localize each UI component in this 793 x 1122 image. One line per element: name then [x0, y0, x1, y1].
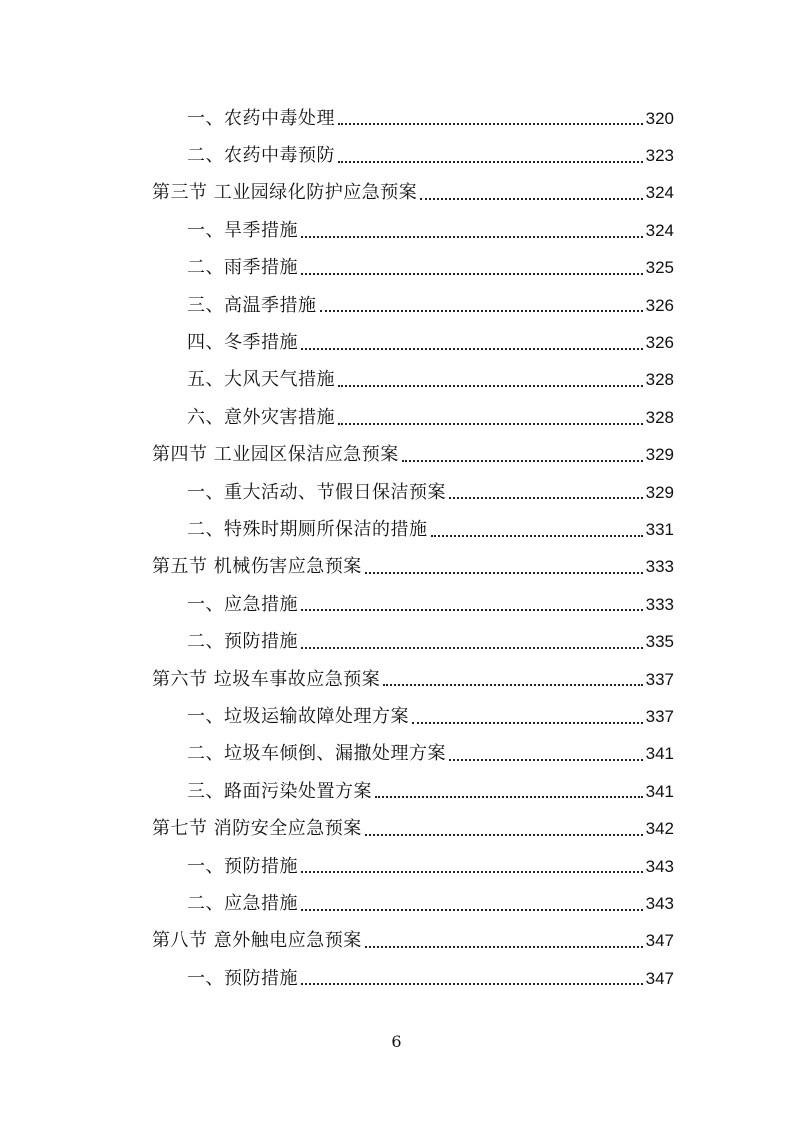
toc-entry-page: 323 [645, 146, 674, 166]
toc-entry-page: 329 [645, 445, 674, 465]
toc-section-entry[interactable] [0, 175, 793, 212]
toc-entry-page: 326 [645, 295, 674, 315]
toc-section-entry[interactable] [0, 661, 793, 698]
toc-subsection-entry[interactable] [0, 250, 793, 287]
toc-entry-page: 343 [645, 856, 674, 876]
toc-entry-title: 三、路面污染处置方案 [187, 780, 372, 802]
toc-entry-page: 333 [645, 557, 674, 577]
toc-dot-leader [338, 122, 643, 125]
toc-entry-title: 一、重大活动、节假日保洁预案 [187, 481, 446, 503]
toc-subsection-entry[interactable] [0, 736, 793, 773]
toc-entry-page: 326 [645, 333, 674, 353]
toc-subsection-entry[interactable] [0, 511, 793, 548]
toc-subsection-entry[interactable] [0, 848, 793, 885]
toc-entry-title: 第八节 意外触电应急预案 [152, 930, 362, 952]
toc-dot-leader [338, 422, 643, 425]
toc-entry-title: 二、应急措施 [187, 892, 298, 914]
toc-dot-leader [412, 721, 643, 724]
toc-subsection-entry[interactable] [0, 623, 793, 660]
toc-subsection-entry[interactable] [0, 885, 793, 922]
toc-dot-leader [365, 833, 643, 836]
toc-section-entry[interactable] [0, 549, 793, 586]
toc-entry-title: 第七节 消防安全应急预案 [152, 818, 362, 840]
toc-entry-title: 四、冬季措施 [187, 332, 298, 354]
toc-subsection-entry[interactable] [0, 362, 793, 399]
toc-entry-title: 第三节 工业园绿化防护应急预案 [152, 182, 418, 204]
toc-entry-page: 341 [645, 781, 674, 801]
toc-dot-leader [320, 309, 643, 312]
toc-subsection-entry[interactable] [0, 399, 793, 436]
toc-subsection-entry[interactable] [0, 212, 793, 249]
toc-dot-leader [301, 608, 643, 611]
toc-subsection-entry[interactable] [0, 137, 793, 174]
toc-entry-title: 六、意外灾害措施 [187, 406, 335, 428]
toc-entry-page: 337 [645, 669, 674, 689]
toc-entry-page: 347 [645, 968, 674, 988]
toc-entry-page: 343 [645, 893, 674, 913]
toc-subsection-entry[interactable] [0, 474, 793, 511]
toc-dot-leader [301, 347, 643, 350]
toc-entry-title: 第五节 机械伤害应急预案 [152, 556, 362, 578]
toc-dot-leader [301, 908, 643, 911]
toc-entry-page: 335 [645, 632, 674, 652]
toc-dot-leader [301, 646, 643, 649]
toc-entry-title: 一、预防措施 [187, 855, 298, 877]
toc-entry-page: 328 [645, 407, 674, 427]
toc-entry-page: 324 [645, 220, 674, 240]
toc-dot-leader [301, 870, 643, 873]
toc-entry-page: 324 [645, 183, 674, 203]
toc-entry-page: 331 [645, 519, 674, 539]
toc-section-entry[interactable] [0, 923, 793, 960]
toc-subsection-entry[interactable] [0, 960, 793, 997]
toc-entry-title: 第六节 垃圾车事故应急预案 [152, 668, 381, 690]
toc-dot-leader [449, 758, 643, 761]
toc-entry-page: 342 [645, 819, 674, 839]
toc-entry-page: 333 [645, 594, 674, 614]
toc-entry-title: 第四节 工业园区保洁应急预案 [152, 444, 399, 466]
toc-entry-title: 二、垃圾车倾倒、漏撒处理方案 [187, 743, 446, 765]
toc-dot-leader [301, 982, 643, 985]
toc-entry-title: 二、特殊时期厕所保洁的措施 [187, 518, 428, 540]
toc-dot-leader [375, 795, 643, 798]
toc-entry-page: 337 [645, 706, 674, 726]
toc-entry-page: 329 [645, 482, 674, 502]
toc-entry-title: 三、高温季措施 [187, 294, 317, 316]
toc-entry-title: 五、大风天气措施 [187, 369, 335, 391]
toc-section-entry[interactable] [0, 437, 793, 474]
toc-dot-leader [402, 459, 643, 462]
toc-dot-leader [449, 496, 643, 499]
toc-entry-page: 320 [645, 108, 674, 128]
toc-dot-leader [338, 160, 643, 163]
toc-entry-title: 一、旱季措施 [187, 219, 298, 241]
table-of-contents [0, 100, 793, 997]
page-number: 6 [391, 1032, 402, 1051]
toc-entry-page: 328 [645, 370, 674, 390]
toc-entry-title: 二、农药中毒预防 [187, 145, 335, 167]
toc-dot-leader [338, 384, 643, 387]
toc-subsection-entry[interactable] [0, 586, 793, 623]
toc-entry-title: 二、雨季措施 [187, 257, 298, 279]
toc-subsection-entry[interactable] [0, 287, 793, 324]
toc-dot-leader [301, 272, 643, 275]
toc-subsection-entry[interactable] [0, 773, 793, 810]
toc-subsection-entry[interactable] [0, 698, 793, 735]
toc-section-entry[interactable] [0, 810, 793, 847]
toc-entry-title: 二、预防措施 [187, 631, 298, 653]
toc-entry-page: 325 [645, 258, 674, 278]
toc-entry-page: 347 [645, 931, 674, 951]
toc-entry-title: 一、垃圾运输故障处理方案 [187, 705, 409, 727]
toc-dot-leader [365, 571, 643, 574]
toc-subsection-entry[interactable] [0, 100, 793, 137]
toc-entry-title: 一、应急措施 [187, 593, 298, 615]
toc-dot-leader [383, 683, 642, 686]
toc-entry-title: 一、农药中毒处理 [187, 107, 335, 129]
toc-entry-title: 一、预防措施 [187, 967, 298, 989]
toc-dot-leader [431, 534, 643, 537]
toc-entry-page: 341 [645, 744, 674, 764]
toc-subsection-entry[interactable] [0, 324, 793, 361]
toc-dot-leader [420, 197, 642, 200]
toc-dot-leader [301, 235, 643, 238]
toc-dot-leader [365, 945, 643, 948]
